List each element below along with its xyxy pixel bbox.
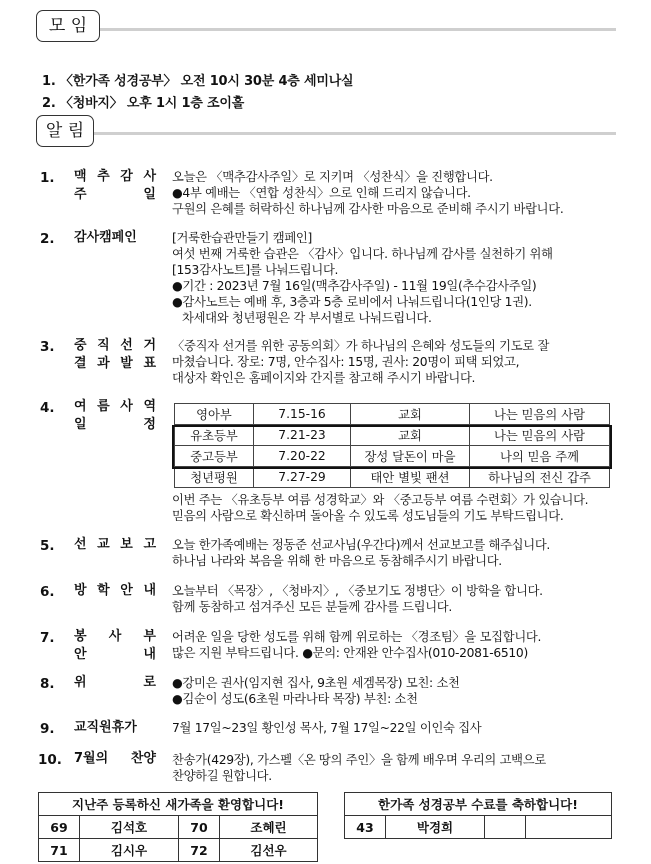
notice-number: 4. <box>40 400 55 416</box>
notice-label: 봉 사 부 안 내 <box>74 629 156 662</box>
notice-number: 3. <box>40 339 55 355</box>
table-row: 43 박경희 <box>345 816 612 839</box>
notice-text: [거룩한습관만들기 캠페인] 여섯 번째 거룩한 습관은 〈감사〉입니다. 하나님께 감사를 실천하기 위해 [153감사노트]를 나눠드립니다. ●기간 : 2023년 7월 16일(맥추감사주일) - 11월 19일(추수감사주일) ●감사노트는 예배 후, 3층과 5층 로비에서 나눠드립니다(1인당 1권). 차세대와 청년평원은 각 부서별로 나눠드립니다. <box>172 231 553 325</box>
notice-label: 선 교 보 고 <box>74 537 156 552</box>
table-row: 청년평원 7.27-29 태안 별빛 팬션 하나님의 전신 갑주 <box>175 467 610 488</box>
notice-text: 〈중직자 선거를 위한 공동의회〉가 하나님의 은혜와 성도들의 기도로 잘 마쳤습니다. 장로: 7명, 안수집사: 15명, 권사: 20명이 피택 되었고, 대상자 확인은 홈페이지와 간지를 참고해 주시기 바랍니다. <box>172 339 550 385</box>
notice-text: 오늘부터 〈목장〉, 〈청바지〉, 〈중보기도 정병단〉이 방학을 합니다. 함께 동참하고 섬겨주신 모든 분들께 감사를 드립니다. <box>172 584 543 614</box>
graduation-title: 한가족 성경공부 수료를 축하합니다! <box>345 793 612 816</box>
notice-label: 감사캠페인 <box>74 230 137 245</box>
notice-number: 9. <box>40 721 55 737</box>
meetings-title: 모 임 <box>36 10 100 42</box>
notice-text: 어려운 일을 당한 성도를 위해 함께 위로하는 〈경조팀〉을 모집합니다. 많은 지원 부탁드립니다. ●문의: 안재완 안수집사(010-2081-6510) <box>172 630 542 660</box>
notice-label: 중 직 선 거 결 과 발 표 <box>74 338 156 371</box>
notice-label: 방 학 안 내 <box>74 583 156 598</box>
summer-schedule-table <box>174 403 610 488</box>
notice-label: 위 로 <box>74 675 156 690</box>
notice-text: ●강미은 권사(임지현 집사, 9초원 세겜목장) 모친: 소천 ●김순이 성도(6초원 마라나타 목장) 부친: 소천 <box>172 676 460 706</box>
welcome-table <box>38 792 318 862</box>
table-row: 71 김시우 72 김선우 <box>39 839 318 862</box>
notice-number: 1. <box>40 170 55 186</box>
table-row: 중고등부 7.20-22 장성 달돈이 마을 나의 믿음 주께 <box>175 446 610 467</box>
notice-text: 오늘 한가족예배는 정동준 선교사님(우간다)께서 선교보고를 해주십니다. 하나님 나라와 복음을 위해 한 마음으로 동참해주시기 바랍니다. <box>172 538 551 568</box>
notice-label: 맥 추 감 사 주 일 <box>74 169 156 202</box>
table-row: 69 김석호 70 조혜린 <box>39 816 318 839</box>
notice-number: 2. <box>40 231 55 247</box>
graduation-table <box>344 792 612 839</box>
notices-title: 알 림 <box>36 115 94 147</box>
notice-label: 교직원휴가 <box>74 720 137 735</box>
table-row: 유초등부 7.21-23 교회 나는 믿음의 사람 <box>175 425 610 446</box>
meeting-item-1: 1. 〈한가족 성경공부〉 오전 10시 30분 4층 세미나실 <box>42 74 354 89</box>
notice-label: 7월의 찬양 <box>74 751 156 766</box>
notice-text: 7월 17일~23일 황인성 목사, 7월 17일~22일 이인숙 집사 <box>172 721 482 735</box>
notice-number: 10. <box>38 752 62 768</box>
notice-number: 7. <box>40 630 55 646</box>
section-divider <box>36 28 616 31</box>
table-row: 영아부 7.15-16 교회 나는 믿음의 사람 <box>175 404 610 425</box>
notice-label: 여 름 사 역 일 정 <box>74 399 156 432</box>
notice-number: 5. <box>40 538 55 554</box>
welcome-title: 지난주 등록하신 새가족을 환영합니다! <box>39 793 318 816</box>
notice-text: 이번 주는 〈유초등부 여름 성경학교〉와 〈중고등부 여름 수련회〉가 있습니다. 믿음의 사람으로 확신하며 돌아올 수 있도록 성도님들의 기도 부탁드립니다. <box>172 493 589 523</box>
notice-text: 찬송가(429장), 가스펠〈온 땅의 주인〉을 함께 배우며 우리의 고백으로 찬양하길 원합니다. <box>172 753 546 783</box>
notice-number: 6. <box>40 584 55 600</box>
notice-number: 8. <box>40 676 55 692</box>
section-divider <box>36 132 616 135</box>
meeting-item-2: 2. 〈청바지〉 오후 1시 1층 조이홀 <box>42 96 245 111</box>
notice-text: 오늘은 〈맥추감사주일〉로 지키며 〈성찬식〉을 진행합니다. ●4부 예배는 〈연합 성찬식〉으로 인해 드리지 않습니다. 구원의 은혜를 허락하신 하나님께 감사한 마음으로 준비해 주시기 바랍니다. <box>172 170 564 216</box>
